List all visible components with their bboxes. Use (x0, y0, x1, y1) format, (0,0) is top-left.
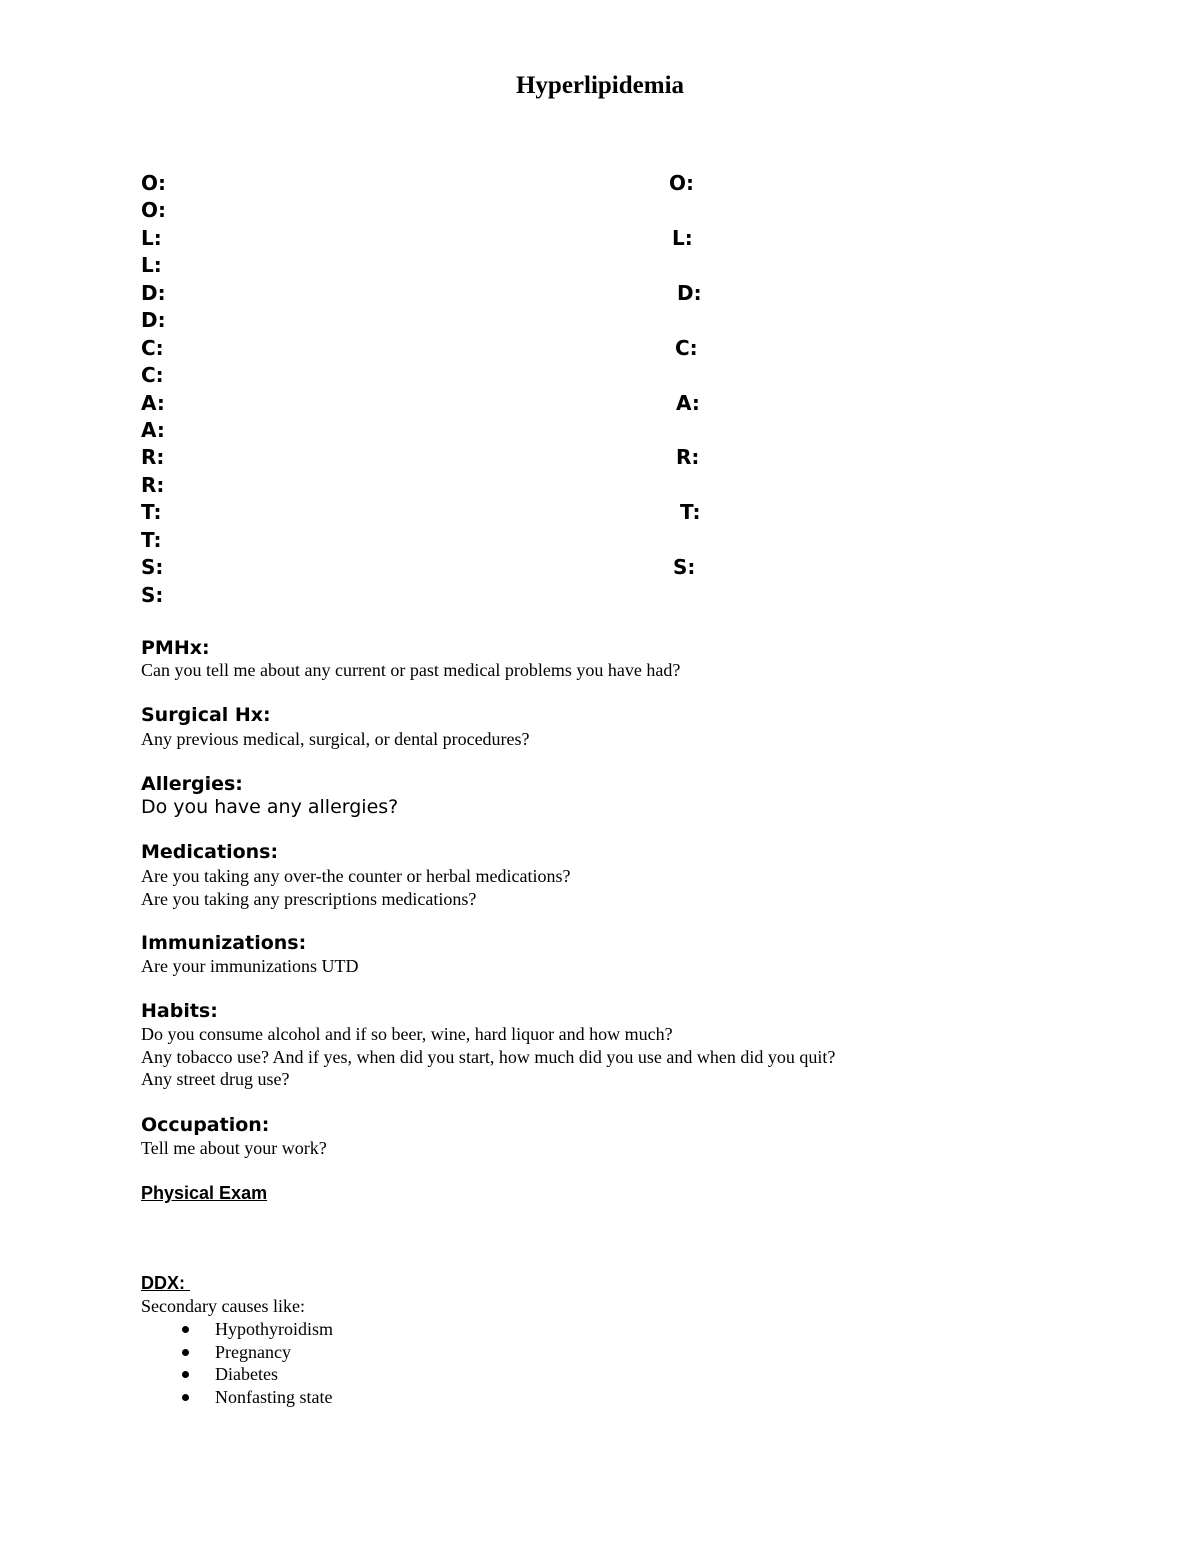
oldcarts-label: S: (673, 555, 696, 579)
oldcarts-label: R: (676, 445, 700, 469)
oldcarts-label: L: (141, 253, 162, 277)
oldcarts-label: S: (141, 555, 164, 579)
oldcarts-label: A: (676, 391, 700, 415)
ddx-list-item: Nonfasting state (141, 1386, 333, 1409)
oldcarts-label: L: (141, 226, 162, 250)
medications-heading: Medications: (141, 841, 279, 863)
habits-question: Any tobacco use? And if yes, when did you start, how much did you use and when did you quit? (141, 1047, 836, 1067)
ddx-list-item: Hypothyroidism (141, 1318, 333, 1341)
oldcarts-label: A: (141, 418, 165, 442)
pmhx-heading: PMHx: (141, 637, 210, 659)
oldcarts-label: C: (141, 363, 164, 387)
oldcarts-label: S: (141, 583, 164, 607)
habits-question: Any street drug use? (141, 1069, 290, 1089)
oldcarts-label: D: (141, 281, 166, 305)
oldcarts-label: C: (675, 336, 698, 360)
pmhx-question: Can you tell me about any current or past medical problems you have had? (141, 660, 681, 680)
immunizations-question: Are your immunizations UTD (141, 956, 359, 976)
habits-question: Do you consume alcohol and if so beer, wine, hard liquor and how much? (141, 1024, 673, 1044)
physical-exam-heading: Physical Exam (141, 1183, 268, 1203)
oldcarts-label: C: (141, 336, 164, 360)
surgical-question: Any previous medical, surgical, or dental procedures? (141, 729, 530, 749)
ddx-list-item: Diabetes (141, 1363, 333, 1386)
surgical-heading: Surgical Hx: (141, 704, 271, 726)
ddx-intro: Secondary causes like: (141, 1296, 305, 1316)
immunizations-heading: Immunizations: (141, 932, 307, 954)
medications-question: Are you taking any over-the counter or herbal medications? (141, 866, 571, 886)
oldcarts-label: R: (141, 473, 165, 497)
oldcarts-label: A: (141, 391, 165, 415)
allergies-question: Do you have any allergies? (141, 796, 399, 818)
oldcarts-label: O: (141, 198, 166, 222)
allergies-heading: Allergies: (141, 773, 243, 795)
oldcarts-label: T: (141, 528, 162, 552)
oldcarts-label: O: (141, 171, 166, 195)
oldcarts-label: D: (677, 281, 702, 305)
ddx-heading: DDX: (141, 1273, 190, 1293)
oldcarts-label: R: (141, 445, 165, 469)
ddx-list-item: Pregnancy (141, 1341, 333, 1364)
oldcarts-label: O: (669, 171, 694, 195)
occupation-heading: Occupation: (141, 1114, 270, 1136)
ddx-list (141, 1318, 333, 1408)
document-title: Hyperlipidemia (515, 72, 685, 99)
habits-heading: Habits: (141, 1000, 218, 1022)
oldcarts-label: T: (141, 500, 162, 524)
occupation-question: Tell me about your work? (141, 1138, 327, 1158)
medications-question: Are you taking any prescriptions medications? (141, 889, 477, 909)
oldcarts-label: L: (672, 226, 693, 250)
oldcarts-label: T: (680, 500, 701, 524)
oldcarts-label: D: (141, 308, 166, 332)
